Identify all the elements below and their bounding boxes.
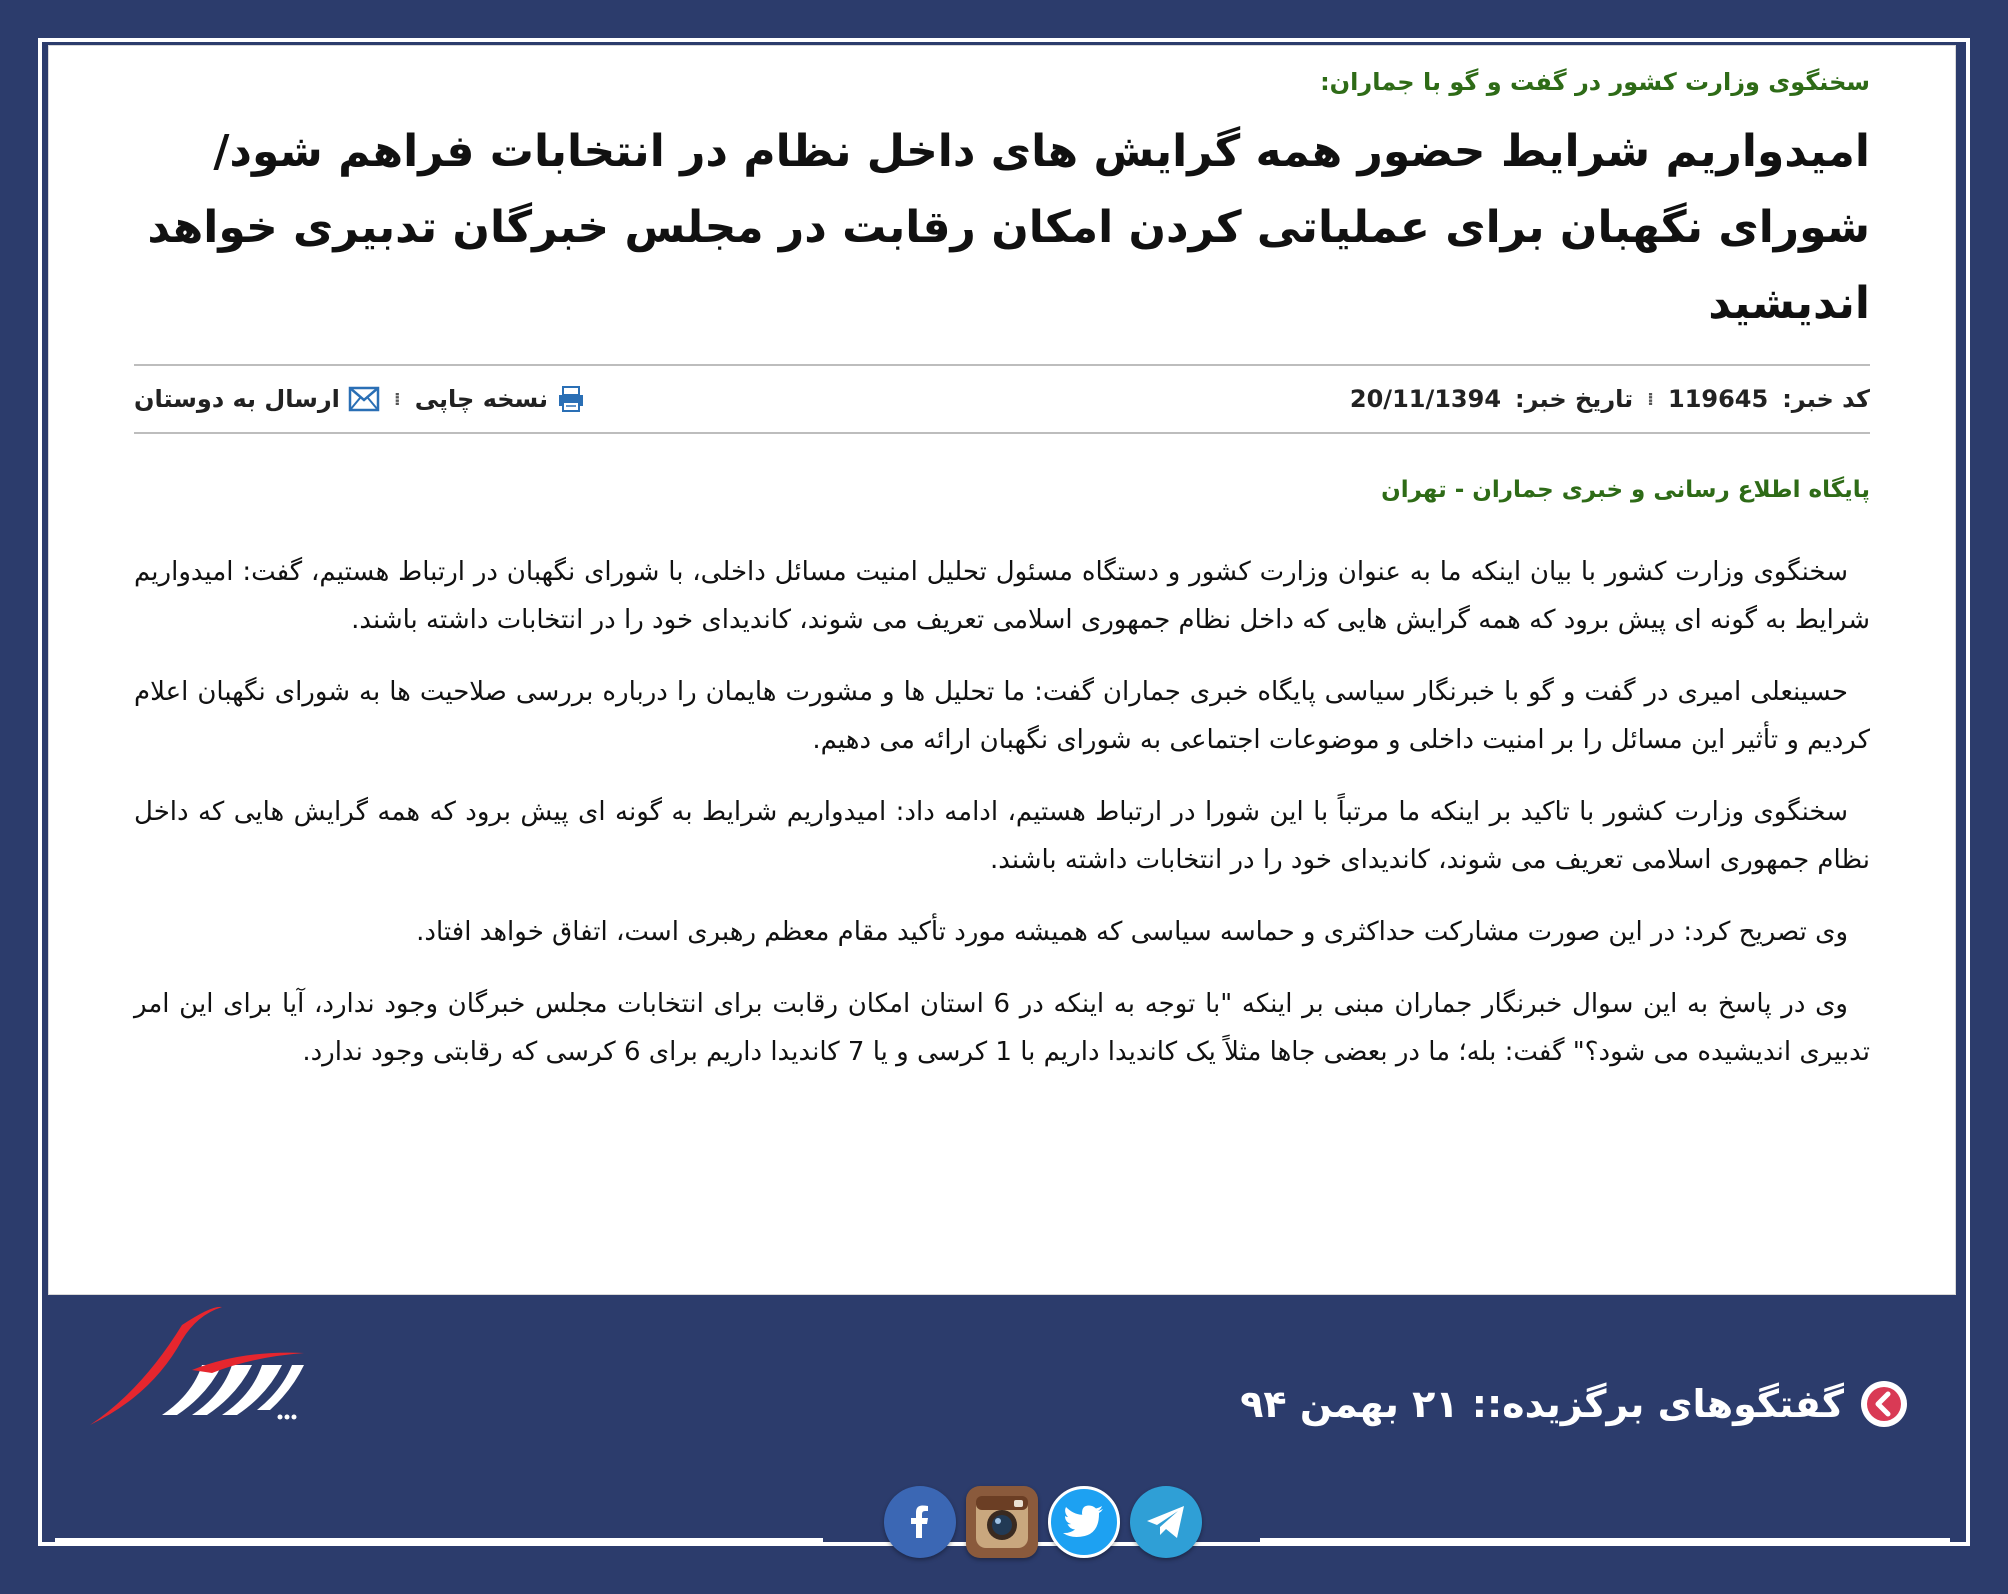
series-title: گفتگوهای برگزیده:: ۲۱ بهمن ۹۴ (1240, 1382, 1844, 1426)
envelope-icon (348, 385, 380, 413)
footer-line-right (1260, 1538, 1950, 1544)
news-info (1350, 385, 1870, 413)
news-code: 119645 (1668, 385, 1769, 413)
bird-glyph (1063, 1504, 1105, 1540)
news-code-label: کد خبر: (1782, 385, 1870, 413)
separator-icon: ⁞ (393, 388, 401, 410)
twitter-icon[interactable] (1048, 1486, 1120, 1558)
facebook-glyph (898, 1500, 942, 1544)
article-actions (134, 384, 586, 414)
footer-line-left (55, 1538, 823, 1544)
article-paragraph: وی در پاسخ به این سوال خبرنگار جماران مبنی بر اینکه "با توجه به اینکه در 6 استان امکان رقابت برای انتخابات مجلس خبرگان وجود ندارد، آیا برای این امر تدبیری اندیشیده می شود؟" گفت: بله؛ ما در بعضی جاها مثلاً یک کاندیدا داریم با 1 کرسی و یا 7 کاندیدا داریم برای 6 کرسی که رقابتی وجود ندارد. (134, 989, 1870, 1067)
printer-icon (556, 384, 586, 414)
print-version-link[interactable] (415, 384, 586, 414)
print-version-label: نسخه چاپی (414, 385, 548, 413)
separator-icon: ⁞ (1647, 388, 1654, 410)
facebook-icon[interactable] (884, 1486, 956, 1558)
news-source: پایگاه اطلاع رسانی و خبری جماران - تهران (1381, 477, 1870, 503)
article-paragraph: سخنگوی وزارت کشور با تاکید بر اینکه ما مرتباً با این شورا در ارتباط هستیم، ادامه داد: امیدواریم شرایط به گونه ای پیش برود که همه گرایش هایی که داخل نظام جمهوری اسلامی تعریف می شوند، کاندیدای خود را در انتخابات داشته باشند. (134, 797, 1870, 875)
divider-bottom (134, 432, 1870, 434)
article-kicker: سخنگوی وزارت کشور در گفت و گو با جماران: (1320, 68, 1870, 96)
news-date: 20/11/1394 (1349, 385, 1502, 413)
instagram-icon[interactable] (966, 1486, 1038, 1558)
jamaran-logo-icon (82, 1295, 312, 1449)
article-paragraph: سخنگوی وزارت کشور با بیان اینکه ما به عنوان وزارت کشور و دستگاه مسئول تحلیل امنیت مسائل داخلی، با شورای نگهبان در ارتباط هستیم، گفت: امیدواریم شرایط به گونه ای پیش برود که همه گرایش هایی که داخل نظام جمهوری اسلامی تعریف می شوند، کاندیدای خود را در انتخابات داشته باشند. (134, 557, 1870, 635)
telegram-icon[interactable] (1130, 1486, 1202, 1558)
article-paragraph: حسینعلی امیری در گفت و گو با خبرنگار سیاسی پایگاه خبری جماران گفت: ما تحلیل ها و مشورت هایمان را درباره بررسی صلاحیت ها به شورای نگهبان اعلام کردیم و تأثیر این مسائل را بر امنیت داخلی و موضوعات اجتماعی به شورای نگهبان ارائه می دهیم. (134, 677, 1870, 755)
chevron-left-icon[interactable] (1858, 1378, 1910, 1430)
send-to-friends-label: ارسال به دوستان (134, 385, 340, 413)
camera-glyph (972, 1492, 1032, 1552)
article-paragraph: وی تصریح کرد: در این صورت مشارکت حداکثری و حماسه سیاسی که همیشه مورد تأکید مقام معظم رهبری است، اتفاق خواهد افتاد. (416, 917, 1848, 947)
news-date-label: تاریخ خبر: (1515, 385, 1634, 413)
social-links (884, 1486, 1202, 1558)
article-headline: امیدواریم شرایط حضور همه گرایش های داخل نظام در انتخابات فراهم شود/ شورای نگهبان برای عملیاتی کردن امکان رقابت در مجلس خبرگان تدبیری خواهد اندیشید (147, 126, 1870, 329)
article-screenshot (48, 45, 1956, 1295)
send-to-friends-link[interactable] (134, 385, 380, 413)
article-content (134, 62, 1870, 1076)
paper-plane-glyph (1144, 1502, 1188, 1542)
series-title-bar (1240, 1378, 1910, 1430)
article-meta-bar (134, 366, 1870, 432)
